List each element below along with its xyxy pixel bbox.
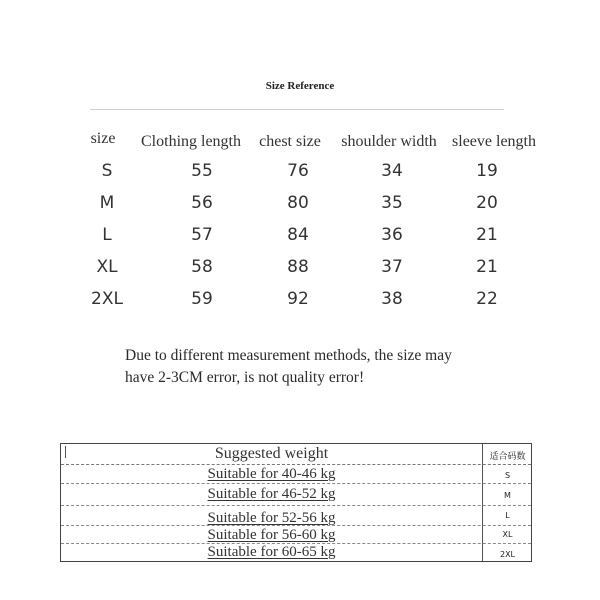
cell-clothing-length: 56 — [191, 193, 213, 213]
header-divider — [61, 464, 531, 465]
cell-chest-size: 92 — [287, 289, 309, 309]
weight-table-title: Suggested weight — [214, 445, 329, 462]
cell-shoulder-width: 35 — [381, 193, 403, 213]
weight-row: Suitable for 46-52 kg — [207, 486, 336, 502]
weight-row: Suitable for 52-56 kg — [207, 510, 336, 526]
row-divider — [61, 483, 531, 484]
cell-clothing-length: 58 — [191, 257, 213, 277]
cell-clothing-length: 59 — [191, 289, 213, 309]
header-sleeve-length: sleeve length — [452, 133, 536, 150]
weight-row-size: M — [504, 491, 511, 500]
cell-chest-size: 80 — [287, 193, 309, 213]
cell-sleeve-length: 19 — [476, 161, 498, 181]
cell-size: L — [102, 225, 112, 245]
cell-size: 2XL — [91, 289, 123, 309]
cell-chest-size: 84 — [287, 225, 309, 245]
cell-chest-size: 88 — [287, 257, 309, 277]
cell-sleeve-length: 21 — [476, 257, 498, 277]
header-shoulder-width: shoulder width — [341, 133, 437, 150]
cell-clothing-length: 57 — [191, 225, 213, 245]
weight-row: Suitable for 40-46 kg — [207, 466, 336, 482]
cell-size: XL — [96, 257, 118, 277]
weight-row-size: S — [504, 471, 511, 480]
measurement-note — [125, 345, 505, 389]
title-divider — [90, 109, 504, 110]
weight-row: Suitable for 60-65 kg — [207, 544, 336, 560]
cell-clothing-length: 55 — [191, 161, 213, 181]
weight-row: Suitable for 56-60 kg — [207, 527, 336, 543]
header-size: size — [90, 130, 116, 147]
cell-chest-size: 76 — [287, 161, 309, 181]
cell-sleeve-length: 21 — [476, 225, 498, 245]
note-line-2: have 2-3CM error, is not quality error! — [125, 369, 365, 386]
cell-shoulder-width: 38 — [381, 289, 403, 309]
header-clothing-length: Clothing length — [141, 133, 241, 150]
cell-shoulder-width: 36 — [381, 225, 403, 245]
row-divider — [61, 505, 531, 506]
cell-sleeve-length: 22 — [476, 289, 498, 309]
header-chest-size: chest size — [259, 133, 321, 150]
cell-shoulder-width: 34 — [381, 161, 403, 181]
page-title: Size Reference — [265, 80, 335, 92]
weight-row-size: XL — [502, 530, 513, 539]
size-code-header: 适合码数 — [489, 452, 526, 462]
cell-size: S — [101, 161, 113, 181]
weight-row-size: L — [505, 511, 510, 520]
note-line-1: Due to different measurement methods, the size may — [125, 347, 452, 364]
weight-row-size: 2XL — [499, 550, 516, 559]
weight-table — [60, 443, 532, 562]
cell-sleeve-length: 20 — [476, 193, 498, 213]
cell-size: M — [99, 193, 115, 213]
cell-shoulder-width: 37 — [381, 257, 403, 277]
